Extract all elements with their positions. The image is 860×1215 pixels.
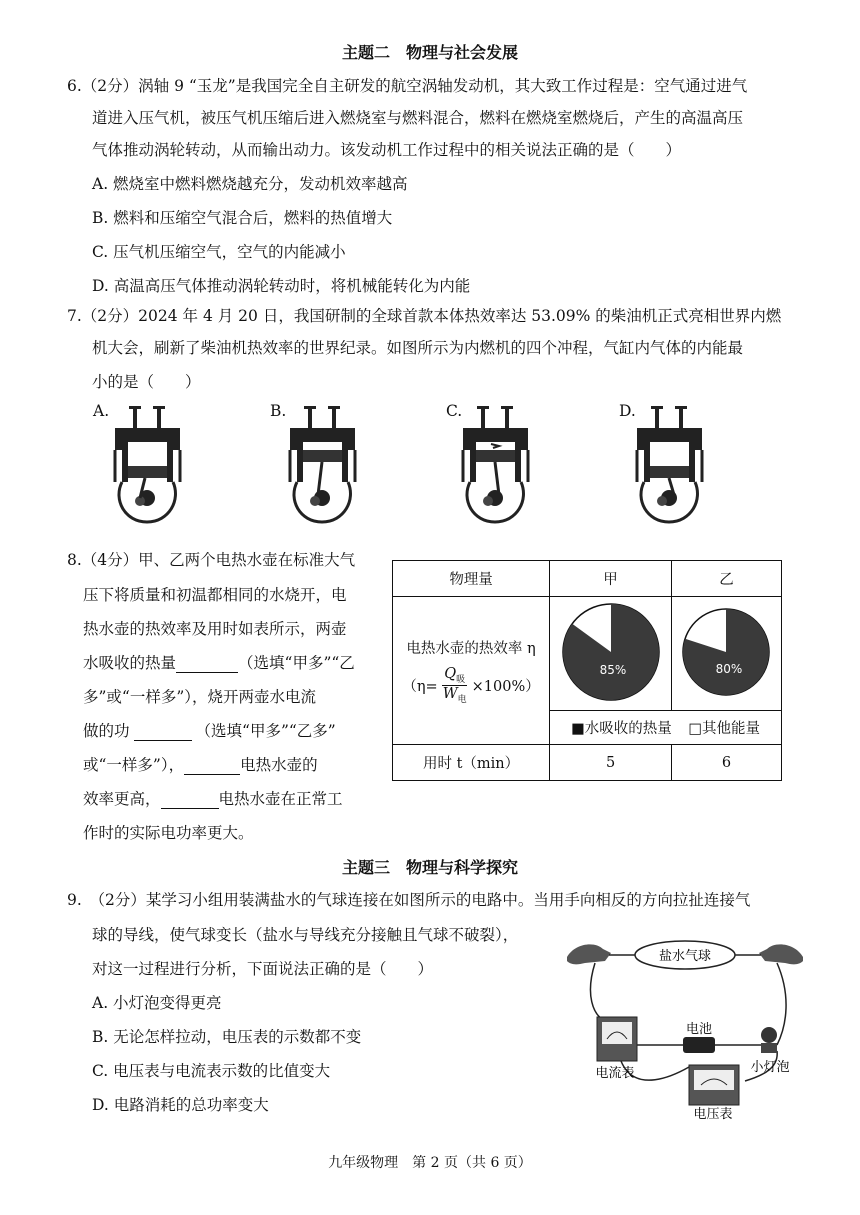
right-hand-icon: [759, 944, 803, 964]
efficiency-label: 电热水壶的热效率 η: [406, 640, 536, 657]
yi-pie-cell: [671, 597, 781, 711]
q8-line-2: 压下将质量和初温都相同的水烧开，电: [83, 586, 347, 604]
q6-line-2: 道进入压气机，被压气机压缩后进入燃烧室与燃料混合，燃料在燃烧室燃烧后，产生的高温高压: [92, 109, 744, 127]
yi-pie-chart: [679, 605, 773, 699]
question-6: [67, 74, 747, 308]
section-title-2: 主题二 物理与社会发展: [341, 43, 518, 62]
q8-blank-2[interactable]: [134, 724, 192, 741]
q6-option-a: A. 燃烧室中燃料燃烧越充分，发动机效率越高: [92, 175, 408, 193]
legend-other: □其他能量: [688, 721, 761, 737]
q8-blank-4[interactable]: [161, 792, 219, 809]
q7-line-3: 小的是（ ）: [92, 373, 201, 391]
time-row: [393, 745, 782, 781]
yi-pie-label: 80%: [716, 661, 743, 676]
bulb-label: 小灯泡: [750, 1060, 790, 1075]
q8-line-6: [67, 719, 387, 753]
question-8: [67, 548, 387, 855]
q8-line-1: 8.（4分）甲、乙两个电热水壶在标准大气: [67, 551, 356, 569]
jia-pie-label: 85%: [599, 662, 626, 677]
battery-icon: [683, 1037, 715, 1053]
q8-line-9: 作时的实际电功率更大。: [83, 824, 254, 842]
q8-line-3: 热水壶的热效率及用时如表所示，两壶: [83, 620, 347, 638]
q9-line-1: 9. （2分）某学习小组用装满盐水的气球连接在如图所示的电路中。当用手向相反的方向拉扯连接气: [67, 891, 751, 909]
formula-w-sub: 电: [457, 694, 467, 705]
q8-data-table: [392, 560, 782, 781]
formula-numerator: [442, 666, 467, 686]
voltmeter-label: 电压表: [693, 1107, 733, 1120]
header-quantity: 物理量: [393, 561, 550, 597]
q8-line-8: [67, 787, 387, 821]
q8-line-4: [67, 651, 387, 685]
q9-line-2: 球的导线，使气球变长（盐水与导线充分接触且气球不破裂），: [92, 926, 519, 944]
q8-blank-3[interactable]: [184, 758, 240, 775]
legend-water: ■水吸收的热量: [571, 721, 672, 737]
efficiency-label-cell: [393, 597, 550, 745]
jia-pie-cell: [550, 597, 672, 711]
jia-time: 5: [550, 745, 672, 781]
left-hand-icon: [567, 944, 611, 964]
q8-seg-or: 或“一样多”），: [83, 756, 185, 774]
formula-w: W: [442, 685, 458, 702]
q6-option-d: D. 高温高压气体推动涡轮转动时，将机械能转化为内能: [92, 277, 471, 295]
section-title-3: 主题三 物理与科学探究: [341, 858, 518, 877]
q7-option-c-label: C.: [446, 402, 463, 420]
formula-suffix: ×100%）: [471, 678, 540, 695]
q7-option-b-label: B.: [270, 402, 287, 420]
q7-option-a-label: A.: [93, 402, 110, 420]
table-header-row: [393, 561, 782, 597]
q9-option-a: A. 小灯泡变得更亮: [92, 994, 222, 1012]
formula-q: Q: [444, 665, 457, 682]
q6-option-c: C. 压气机压缩空气，空气的内能减小: [92, 243, 346, 261]
formula-q-sub: 吸: [456, 674, 466, 685]
formula-prefix: （η=: [402, 678, 438, 695]
q8-line-5: 多”或“一样多”），烧开两壶水电流: [83, 688, 317, 706]
q7-option-d-label: D.: [619, 402, 636, 420]
q6-line-1: 6.（2分）涡轴 9 “玉龙”是我国完全自主研发的航空涡轴发动机，其大致工作过程是：空气通过进气: [67, 77, 748, 95]
time-label: 用时 t（min）: [393, 745, 550, 781]
q8-choice-text-1: （选填“甲多”“乙: [238, 654, 355, 672]
q8-choice-text-2: （选填“甲多”“乙多”: [195, 722, 336, 740]
circuit-diagram: [565, 935, 805, 1120]
q6-option-b: B. 燃料和压缩空气混合后，燃料的热值增大: [92, 209, 393, 227]
ammeter-label: 电流表: [595, 1066, 635, 1081]
q9-option-d: D. 电路消耗的总功率变大: [92, 1096, 269, 1114]
question-7: [67, 304, 781, 404]
q9-option-b: B. 无论怎样拉动，电压表的示数都不变: [92, 1028, 362, 1046]
q7-line-1: 7.（2分）2024 年 4 月 20 日，我国研制的全球首款本体热效率达 53.09% 的柴油机正式亮相世界内燃: [67, 307, 782, 325]
q8-kettle-text: 电热水壶的: [240, 756, 318, 774]
battery-label: 电池: [685, 1022, 713, 1037]
efficiency-row: [393, 597, 782, 711]
balloon-label: 盐水气球: [658, 949, 712, 964]
header-yi: 乙: [671, 561, 781, 597]
q9-option-c: C. 电压表与电流表示数的比值变大: [92, 1062, 331, 1080]
q8-line-7: [67, 753, 387, 787]
q8-kettle-text-2: 电热水壶在正常工: [218, 790, 343, 808]
q8-water-text: 水吸收的热量: [83, 654, 177, 672]
page-footer: 九年级物理 第 2 页（共 6 页）: [328, 1155, 532, 1171]
q8-work-text: 做的功: [83, 722, 130, 740]
q7-line-2: 机大会，刷新了柴油机热效率的世界纪录。如图所示为内燃机的四个冲程，气缸内气体的内能最: [92, 339, 744, 357]
q6-line-3: 气体推动涡轮转动，从而输出动力。该发动机工作过程中的相关说法正确的是（ ）: [92, 141, 682, 159]
header-jia: 甲: [550, 561, 672, 597]
formula-denominator: [441, 686, 469, 705]
q8-seg-eff: 效率更高，: [83, 790, 161, 808]
legend-cell: [550, 711, 782, 745]
jia-pie-chart: [559, 600, 663, 704]
bulb-icon: [761, 1027, 777, 1043]
q9-line-3: 对这一过程进行分析，下面说法正确的是（ ）: [92, 960, 434, 978]
efficiency-formula: [393, 666, 549, 705]
formula-fraction: [441, 666, 469, 705]
q8-blank-1[interactable]: [176, 656, 238, 673]
yi-time: 6: [671, 745, 781, 781]
